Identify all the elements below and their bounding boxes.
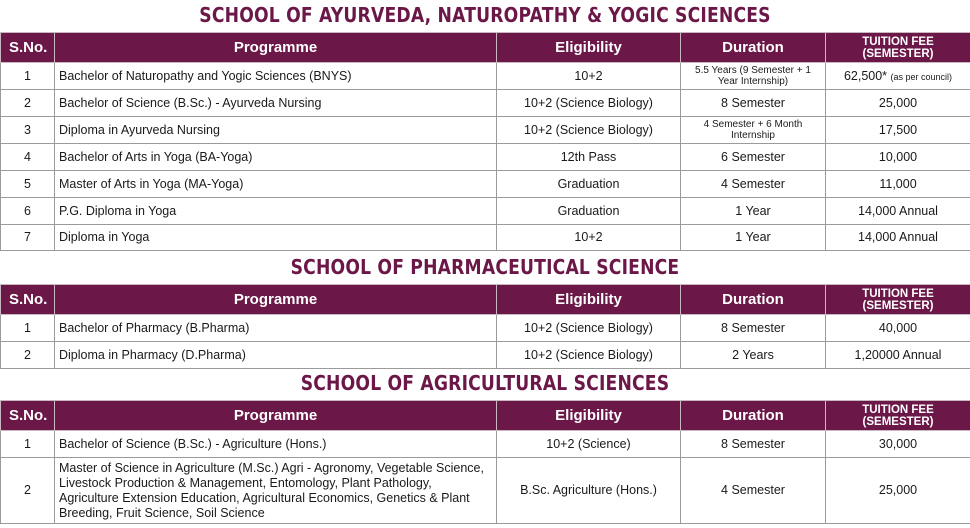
header-sno: S.No. bbox=[1, 285, 55, 315]
table-row bbox=[1, 90, 970, 117]
table-row bbox=[1, 431, 970, 458]
row-duration: 1 Year bbox=[681, 198, 826, 225]
header-programme: Programme bbox=[55, 401, 497, 431]
table-agricultural bbox=[0, 400, 970, 524]
row-sno: 1 bbox=[1, 315, 55, 342]
row-programme: Diploma in Pharmacy (D.Pharma) bbox=[55, 342, 497, 369]
row-programme: Bachelor of Arts in Yoga (BA-Yoga) bbox=[55, 144, 497, 171]
row-sno: 6 bbox=[1, 198, 55, 225]
row-programme: P.G. Diploma in Yoga bbox=[55, 198, 497, 225]
row-duration: 8 Semester bbox=[681, 315, 826, 342]
header-eligibility: Eligibility bbox=[497, 33, 681, 63]
header-eligibility: Eligibility bbox=[497, 401, 681, 431]
row-fee: 10,000 bbox=[826, 144, 970, 171]
row-programme: Diploma in Ayurveda Nursing bbox=[55, 117, 497, 144]
row-duration: 4 Semester + 6 Month Internship bbox=[681, 117, 826, 144]
table-header-row bbox=[1, 33, 970, 63]
table-row bbox=[1, 171, 970, 198]
header-duration: Duration bbox=[681, 285, 826, 315]
row-eligibility: 10+2 (Science Biology) bbox=[497, 117, 681, 144]
school-title-ayurveda: SCHOOL OF AYURVEDA, NATUROPATHY & YOGIC SCIENCES bbox=[199, 3, 771, 27]
row-sno: 1 bbox=[1, 63, 55, 90]
row-sno: 1 bbox=[1, 431, 55, 458]
row-fee bbox=[826, 63, 970, 90]
row-eligibility: 12th Pass bbox=[497, 144, 681, 171]
row-eligibility: Graduation bbox=[497, 198, 681, 225]
row-fee: 25,000 bbox=[826, 458, 970, 524]
row-fee: 14,000 Annual bbox=[826, 198, 970, 225]
row-sno: 2 bbox=[1, 90, 55, 117]
row-eligibility: 10+2 (Science Biology) bbox=[497, 342, 681, 369]
table-row bbox=[1, 225, 970, 251]
header-fee: TUITION FEE (SEMESTER) bbox=[826, 285, 970, 315]
school-title-agricultural: SCHOOL OF AGRICULTURAL SCIENCES bbox=[300, 371, 670, 395]
row-programme: Master of Science in Agriculture (M.Sc.) Agri - Agronomy, Vegetable Science, Livestock Production & Management, Entomology, Plant Pathology, Agriculture Extension Education, Agricultural Economics, Genetics & Plant Breeding, Fruit Science, Soil Science bbox=[55, 458, 497, 524]
row-eligibility: 10+2 (Science Biology) bbox=[497, 90, 681, 117]
row-programme: Master of Arts in Yoga (MA-Yoga) bbox=[55, 171, 497, 198]
table-row bbox=[1, 342, 970, 369]
row-duration: 6 Semester bbox=[681, 144, 826, 171]
row-fee: 14,000 Annual bbox=[826, 225, 970, 251]
row-fee: 17,500 bbox=[826, 117, 970, 144]
table-row bbox=[1, 63, 970, 90]
header-programme: Programme bbox=[55, 285, 497, 315]
row-duration: 2 Years bbox=[681, 342, 826, 369]
table-row bbox=[1, 198, 970, 225]
table-row bbox=[1, 458, 970, 524]
row-duration: 4 Semester bbox=[681, 171, 826, 198]
row-sno: 5 bbox=[1, 171, 55, 198]
row-sno: 4 bbox=[1, 144, 55, 171]
table-row bbox=[1, 144, 970, 171]
row-programme: Bachelor of Pharmacy (B.Pharma) bbox=[55, 315, 497, 342]
header-fee: TUITION FEE (SEMESTER) bbox=[826, 401, 970, 431]
row-sno: 7 bbox=[1, 225, 55, 251]
row-duration: 5.5 Years (9 Semester + 1 Year Internship) bbox=[681, 63, 826, 90]
row-duration: 8 Semester bbox=[681, 90, 826, 117]
row-eligibility: 10+2 bbox=[497, 63, 681, 90]
table-header-row bbox=[1, 285, 970, 315]
header-eligibility: Eligibility bbox=[497, 285, 681, 315]
school-title-pharmaceutical: SCHOOL OF PHARMACEUTICAL SCIENCE bbox=[290, 255, 680, 279]
row-sno: 2 bbox=[1, 458, 55, 524]
row-programme: Bachelor of Science (B.Sc.) - Ayurveda Nursing bbox=[55, 90, 497, 117]
row-duration: 1 Year bbox=[681, 225, 826, 251]
row-eligibility: 10+2 bbox=[497, 225, 681, 251]
table-row bbox=[1, 315, 970, 342]
fee-note: (as per council) bbox=[890, 71, 953, 82]
header-sno: S.No. bbox=[1, 401, 55, 431]
row-eligibility: B.Sc. Agriculture (Hons.) bbox=[497, 458, 681, 524]
row-eligibility: 10+2 (Science) bbox=[497, 431, 681, 458]
header-programme: Programme bbox=[55, 33, 497, 63]
header-sno: S.No. bbox=[1, 33, 55, 63]
table-pharmaceutical bbox=[0, 284, 970, 369]
row-sno: 2 bbox=[1, 342, 55, 369]
row-fee: 11,000 bbox=[826, 171, 970, 198]
row-fee: 40,000 bbox=[826, 315, 970, 342]
table-row bbox=[1, 117, 970, 144]
row-eligibility: Graduation bbox=[497, 171, 681, 198]
row-programme: Bachelor of Naturopathy and Yogic Sciences (BNYS) bbox=[55, 63, 497, 90]
row-fee: 25,000 bbox=[826, 90, 970, 117]
fee-value: 62,500* bbox=[843, 68, 888, 83]
row-duration: 4 Semester bbox=[681, 458, 826, 524]
row-programme: Bachelor of Science (B.Sc.) - Agriculture (Hons.) bbox=[55, 431, 497, 458]
row-sno: 3 bbox=[1, 117, 55, 144]
header-duration: Duration bbox=[681, 401, 826, 431]
table-header-row bbox=[1, 401, 970, 431]
table-ayurveda bbox=[0, 32, 970, 251]
header-duration: Duration bbox=[681, 33, 826, 63]
row-eligibility: 10+2 (Science Biology) bbox=[497, 315, 681, 342]
row-fee: 30,000 bbox=[826, 431, 970, 458]
row-duration: 8 Semester bbox=[681, 431, 826, 458]
row-programme: Diploma in Yoga bbox=[55, 225, 497, 251]
header-fee: TUITION FEE (SEMESTER) bbox=[826, 33, 970, 63]
row-fee: 1,20000 Annual bbox=[826, 342, 970, 369]
